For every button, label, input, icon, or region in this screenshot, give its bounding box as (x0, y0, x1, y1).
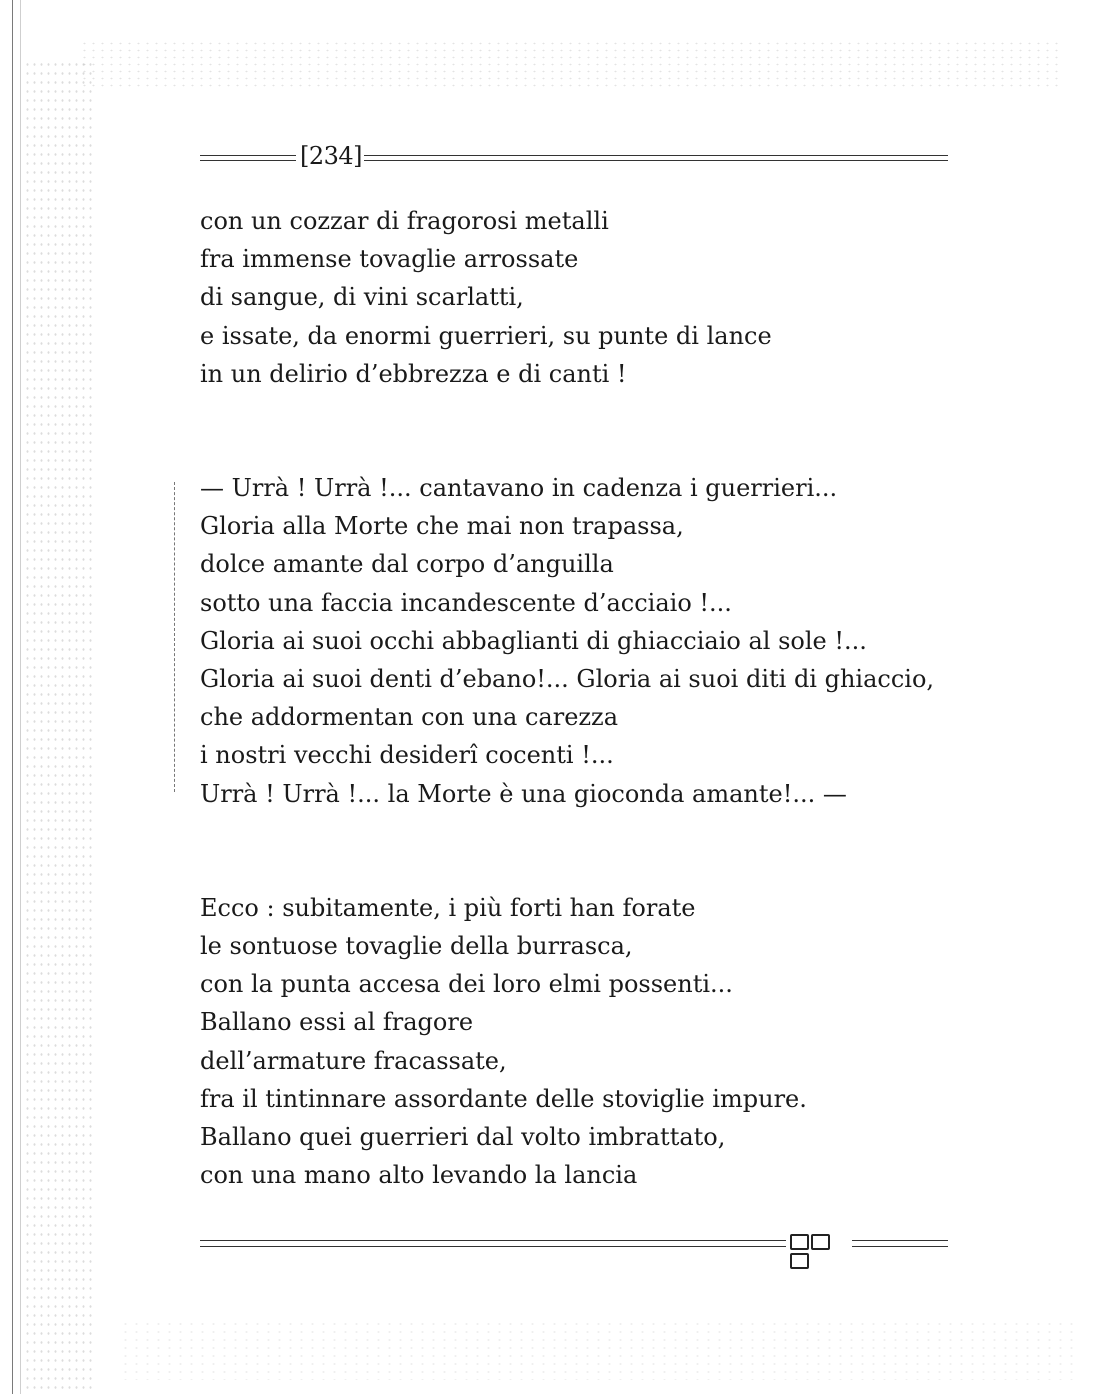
stanza-gap (200, 393, 960, 469)
verse-line: Gloria alla Morte che mai non trapassa, (200, 512, 684, 541)
ornament-boxes-icon (790, 1234, 850, 1250)
header-rule-left (200, 155, 296, 161)
footer-rule-left (200, 1240, 786, 1247)
verse-line: fra il tintinnare assordante delle stoviglie impure. (200, 1084, 807, 1113)
verse-line: con una mano alto levando la lancia (200, 1161, 638, 1190)
verse-line: Gloria ai suoi occhi abbaglianti di ghiacciaio al sole !... (200, 626, 867, 655)
verse-line: i nostri vecchi desiderî cocenti !... (200, 741, 614, 770)
verse-line: Ecco : subitamente, i più forti han forate (200, 893, 696, 922)
verse-line: Ballano quei guerrieri dal volto imbrattato, (200, 1123, 726, 1152)
stanza-2 (200, 469, 960, 813)
footer-rule-right (852, 1240, 948, 1247)
verse-line: dolce amante dal corpo d’anguilla (200, 550, 614, 579)
verse-line: dell’armature fracassate, (200, 1046, 507, 1075)
verse-line: con un cozzar di fragorosi metalli (200, 207, 609, 235)
scan-edge-line-faint (20, 0, 21, 1394)
verse-line: che addormentan con una carezza (200, 703, 618, 732)
stanza-gap (200, 813, 960, 889)
verse-line: sotto una faccia incandescente d’acciaio !... (200, 588, 732, 617)
scan-noise-top (80, 40, 1060, 90)
verse-line: di sangue, di vini scarlatti, (200, 283, 524, 312)
verse-line: con la punta accesa dei loro elmi possenti... (200, 970, 733, 999)
verse-line: le sontuose tovaglie della burrasca, (200, 932, 633, 961)
poem-text (200, 202, 960, 1194)
page-number: [234] (300, 142, 363, 170)
verse-line: Urrà ! Urrà !... la Morte è una gioconda amante!... — (200, 779, 847, 808)
scan-noise-bottom (120, 1320, 1080, 1380)
scan-edge-line (12, 0, 13, 1394)
stanza-1 (200, 202, 960, 393)
verse-line: — Urrà ! Urrà !... cantavano in cadenza i guerrieri... (200, 474, 838, 503)
verse-line: e issate, da enormi guerrieri, su punte di lance (200, 321, 772, 350)
verse-line: Gloria ai suoi denti d’ebano!... Gloria ai suoi diti di ghiaccio, (200, 665, 935, 694)
verse-line: Ballano essi al fragore (200, 1008, 474, 1037)
header-rule-right (364, 155, 948, 161)
verse-line: in un delirio d’ebbrezza e di canti ! (200, 359, 627, 388)
margin-pencil-mark (174, 482, 176, 792)
stanza-3 (200, 889, 960, 1195)
scan-noise-left (24, 60, 94, 1390)
verse-line: fra immense tovaglie arrossate (200, 245, 579, 274)
page-header (200, 142, 948, 172)
page-footer (200, 1232, 948, 1256)
